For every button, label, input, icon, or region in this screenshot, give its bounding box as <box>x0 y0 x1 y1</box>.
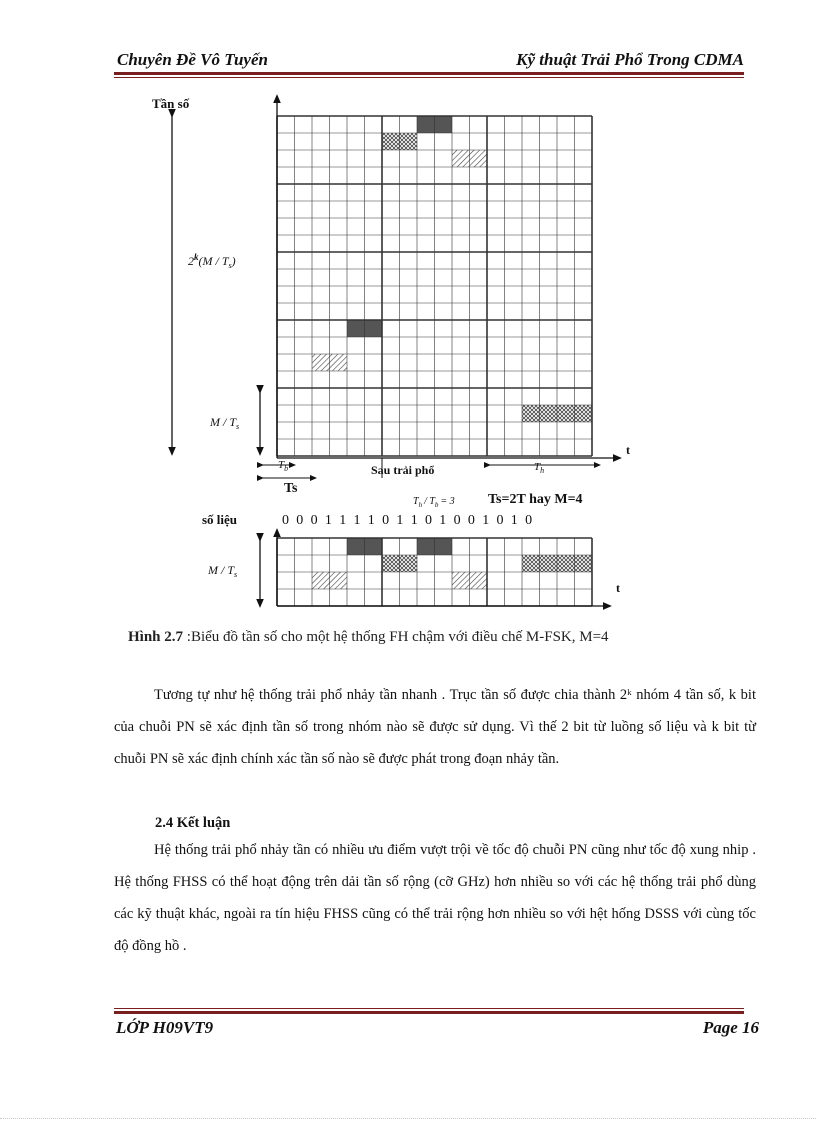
grid-cell-cross <box>540 405 558 422</box>
caption-number: Hình 2.7 <box>128 629 184 645</box>
grid-cell-solid <box>365 320 383 337</box>
grid-cell-hatch <box>452 572 470 589</box>
footer-rule-thick <box>114 1011 744 1014</box>
data-label: số liệu <box>202 512 238 527</box>
grid-cell-hatch <box>452 150 470 167</box>
section-title: 2.4 Kết luận <box>155 815 231 831</box>
lower-group-label: M / $T_s$ <box>208 563 238 579</box>
header-left-title: Chuyên Đề Vô Tuyến <box>117 50 268 69</box>
grid-cell-cross <box>382 133 400 150</box>
data-bits: 0 0 0 1 1 1 1 0 1 1 0 1 0 0 1 0 1 0 <box>282 513 534 528</box>
grid-cell-solid <box>347 538 365 555</box>
caption-text: :Biểu đồ tần số cho một hệ thống FH chậm với điều chế M-FSK, M=4 <box>183 629 609 645</box>
y-axis-label: Tần số <box>152 96 190 111</box>
grid-cell-cross <box>557 555 575 572</box>
paragraph-conclusion <box>114 834 756 962</box>
grid-cell-solid <box>435 116 453 133</box>
ratio-label: $T_h / T_b = 3$ <box>413 496 455 509</box>
grid-cell-solid <box>435 538 453 555</box>
header-right-title: Kỹ thuật Trải Phổ Trong CDMA <box>516 50 744 69</box>
grid-cell-solid <box>417 116 435 133</box>
grid-cell-cross <box>522 405 540 422</box>
grid-cell-hatch <box>312 354 330 371</box>
grid-cell-hatch <box>330 572 348 589</box>
grid-cell-hatch <box>470 150 488 167</box>
group-label: M / $T_s$ <box>210 415 240 431</box>
grid-cell-cross <box>382 555 400 572</box>
footer-rule-thin <box>114 1008 744 1009</box>
page-edge-dots <box>0 1118 816 1119</box>
center-label: Sau trải phổ <box>371 463 435 477</box>
grid-cell-hatch <box>330 354 348 371</box>
grid-cell-hatch <box>312 572 330 589</box>
grid-cell-cross <box>575 405 593 422</box>
tb-label: $T_b$ <box>278 459 289 473</box>
lower-t-label: t <box>616 581 620 595</box>
grid-cell-solid <box>347 320 365 337</box>
grid-cell-cross <box>557 405 575 422</box>
grid-cell-cross <box>575 555 593 572</box>
header-rule-thin <box>114 77 744 78</box>
footer-page: Page 16 <box>702 1018 759 1037</box>
footer-class: LỚP H09VT9 <box>116 1018 214 1037</box>
grid-cell-cross <box>540 555 558 572</box>
lower-grid <box>277 538 592 606</box>
diagram-svg <box>130 92 770 652</box>
grid-cell-solid <box>417 538 435 555</box>
ts-relation: Ts=2T hay M=4 <box>488 492 583 507</box>
paragraph-fh-slow <box>114 679 756 775</box>
figure-caption <box>128 629 609 646</box>
grid-cell-cross <box>400 555 418 572</box>
grid-cell-cross <box>522 555 540 572</box>
fh-frequency-diagram <box>130 92 770 652</box>
upper-t-label: t <box>626 443 630 457</box>
grid-cell-cross <box>400 133 418 150</box>
paragraph-1-text: Tương tự như hệ thống trải phổ nhảy tần nhanh . Trục tần số được chia thành 2ᵏ nhóm 4 tần số, k bit của chuỗi PN sẽ xác định tần số trong nhóm nào sẽ được sử dụng. Vì thế 2 bit từ luồng số liệu và k bit từ chuỗi PN sẽ xác định chính xác tần số nào sẽ được phát trong đoạn nhảy tần. <box>114 687 756 767</box>
band-label: $2^k(M / T_s)$ <box>188 252 236 270</box>
th-label: $T_h$ <box>534 461 545 475</box>
header-rule-thick <box>114 72 744 75</box>
grid-cell-solid <box>365 538 383 555</box>
paragraph-2-text: Hệ thống trải phổ nhảy tần có nhiều ưu điểm vượt trội về tốc độ chuỗi PN cũng như tốc độ xung nhip . Hệ thống FHSS có thể hoạt động trên dải tần số rộng (cỡ GHz) hơn nhiều so với các hệ thống trải phổ dùng các kỹ thuật khác, ngoài ra tín hiệu FHSS cũng có thể trải rộng hơn nhiều so với hệt hống DSSS với cùng tốc độ đồng hồ . <box>114 842 756 954</box>
upper-grid <box>277 116 592 456</box>
ts-label: Ts <box>284 481 298 496</box>
grid-cell-hatch <box>470 572 488 589</box>
